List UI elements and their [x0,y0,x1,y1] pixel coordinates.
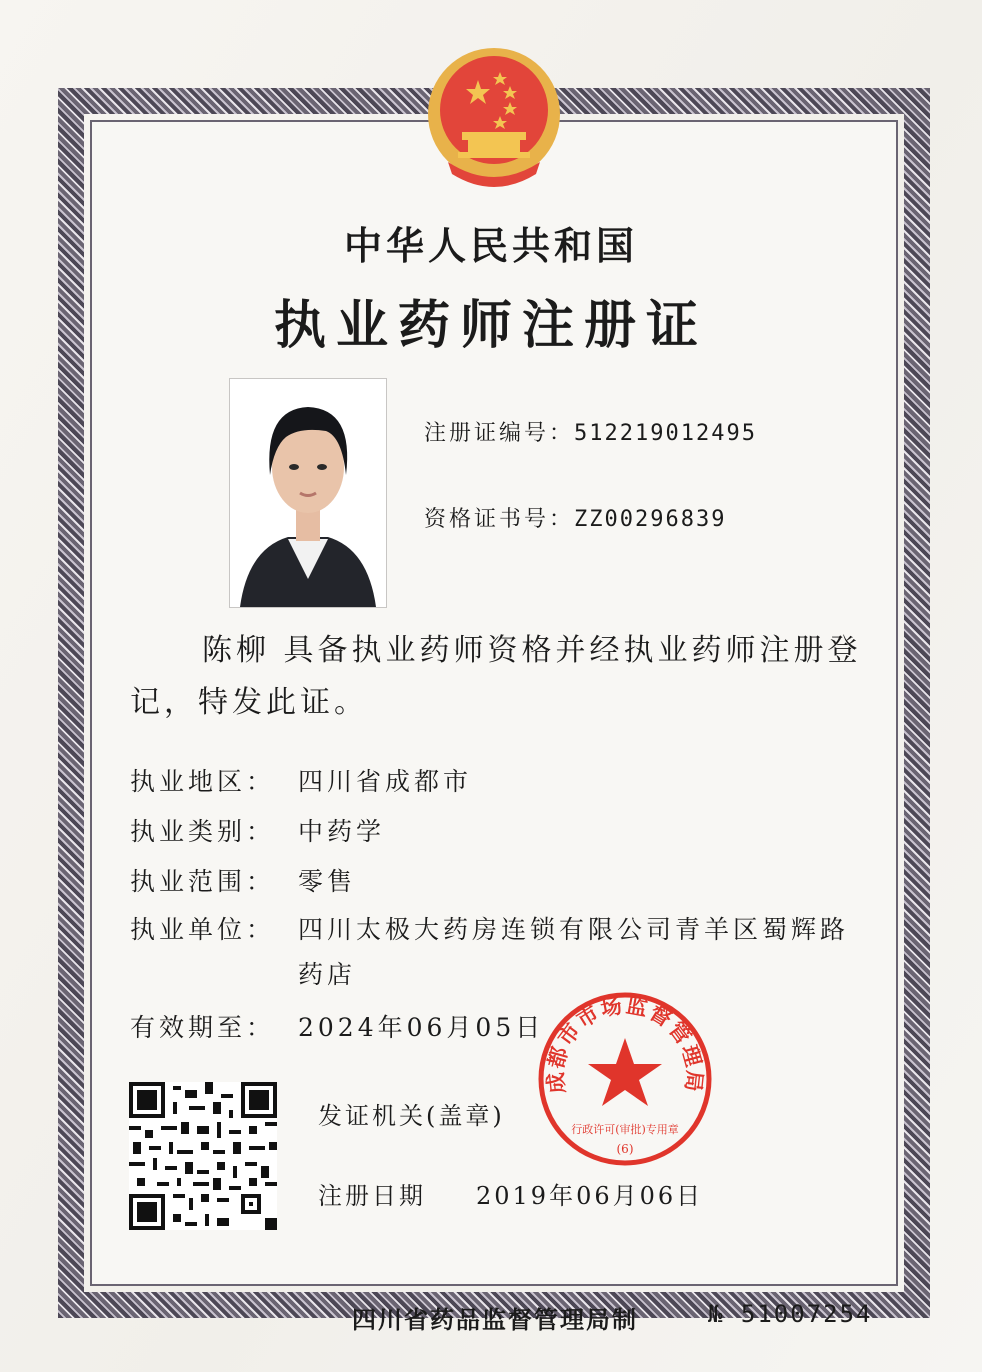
serial-value: 51007254 [740,1300,873,1328]
serial-number [708,1300,873,1328]
field-label: 执业范围： [130,867,276,896]
field-label: 执业类别： [130,817,276,846]
official-seal [536,990,714,1168]
field-value: 零售 [298,867,357,896]
field-label: 有效期至： [130,1013,276,1042]
registration-date-label: 注册日期 [318,1182,426,1210]
registration-date: 2019年06月06日 [476,1182,704,1210]
registration-date-line [318,1176,703,1211]
field-value: 中药学 [298,817,386,846]
seal-number: (6) [616,1142,634,1156]
field-label: 执业单位： [130,915,276,944]
country-title: 中华人民共和国 [343,223,638,268]
issuing-authority-label: 发证机关(盖章) [318,1102,505,1130]
issuer-footer: 四川省药品监督管理局制 [352,1306,638,1334]
certification-statement: 陈柳 具备执业药师资格并经执业药师注册登记，特发此证。 [130,633,862,720]
qr-code [129,1082,277,1230]
registration-number-line [424,416,757,447]
field-value: 四川省成都市 [298,767,473,796]
qualification-number: ZZ00296839 [574,507,727,532]
field-row-unit [130,910,849,946]
registration-number: 512219012495 [574,421,757,446]
national-emblem-icon [418,42,570,194]
field-row-region [130,762,472,798]
seal-subtitle: 行政许可(审批)专用章 [571,1123,679,1136]
seal-name: 成都市市场监督管理局 [542,992,708,1095]
field-value: 四川太极大药房连锁有限公司青羊区蜀辉路 [298,915,850,944]
field-value: 2024年06月05日 [298,1013,545,1042]
field-value-continuation: 药店 [298,960,357,989]
field-row-valid-until [130,1008,544,1044]
serial-prefix: № [708,1300,725,1328]
field-row-category [130,812,385,848]
field-label: 执业地区： [130,767,276,796]
portrait-photo [229,378,387,608]
qualification-number-label: 资格证书号： [424,507,575,532]
field-row-scope [130,862,356,898]
registration-number-label: 注册证编号： [424,421,575,446]
qualification-number-line [424,502,726,533]
certificate-title: 执业药师注册证 [273,295,708,356]
